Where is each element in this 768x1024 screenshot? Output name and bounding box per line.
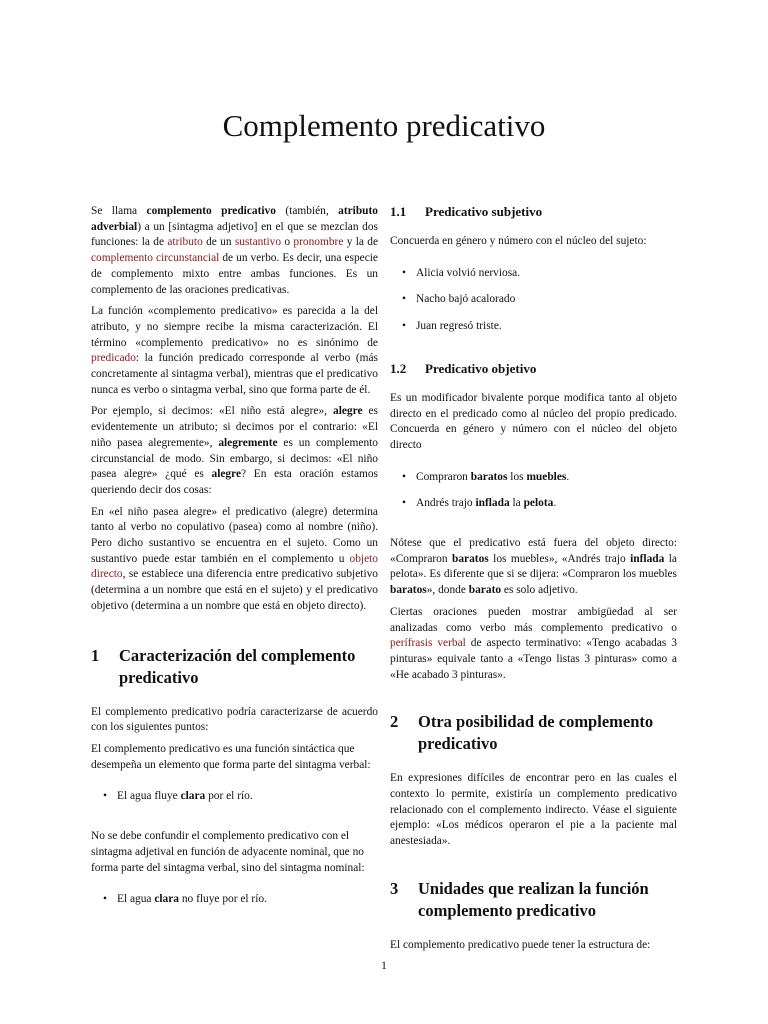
subjetivo-examples xyxy=(390,266,677,335)
subsection-title: Predicativo objetivo xyxy=(425,360,537,376)
subsection-title: Predicativo subjetivo xyxy=(425,204,543,219)
bold-term: muebles xyxy=(526,470,567,483)
bold-term: clara xyxy=(180,790,206,803)
bold-term: baratos xyxy=(470,470,508,483)
section-3-heading xyxy=(390,878,677,922)
section-number: 3 xyxy=(390,878,399,898)
definition-paragraph: La función «complemento predicativo» es parecida a la del atributo, y no siempre recibe la misma caracterización. El término «complemento predicativo» no es sinónimo de predicado: la función predicado corresponde al verbo (más concretamente al sintagma verbal), mientras que el predicativo nunca es verbo o sintagma verbal, sino que forma parte de él. xyxy=(91,305,378,396)
objetivo-paragraph: Es un modificador bivalente porque modifica tanto al objeto directo en el predicado como al núcleo del propio predicado. Concuerda en género y número con el núcleo del objeto directo xyxy=(390,391,677,451)
objetivo-examples xyxy=(390,470,677,512)
section-2-paragraph: En expresiones difíciles de encontrar pero en las cuales el contexto lo permite, existiría un complemento predicativo relacionado con el complemento indirecto. Véase el siguiente ejemplo: «Los médicos operaron el pie a la paciente mal anestesiada». xyxy=(390,772,677,848)
section-title: Unidades que realizan la función complemento predicativo xyxy=(418,878,649,920)
bold-term: inflada xyxy=(475,497,510,510)
section-title: Otra posibilidad de complemento predicativo xyxy=(418,712,654,754)
bold-term: baratos xyxy=(390,584,427,597)
section-number: 1 xyxy=(91,645,100,665)
term-link[interactable]: atributo xyxy=(167,236,203,249)
bold-term: baratos xyxy=(452,552,489,565)
term-link[interactable]: sustantivo xyxy=(234,236,282,249)
subject-object-paragraph: En «el niño pasea alegre» el predicativo (alegre) determina tanto al verbo no copulativo (pasea) como al nombre (niño). Pero dicho sustantivo se encuentra en el sujeto. Como un sustantivo puede estar también en el complemento u objeto directo, se establece una diferencia entre predicativo subjetivo (determina a un nombre que está en el sujeto) y el predicativo objetivo (determina a un nombre que está en objeto directo). xyxy=(91,505,378,612)
example-list-1 xyxy=(91,789,378,805)
section-1-intro: El complemento predicativo podría caracterizarse de acuerdo con los siguientes puntos: xyxy=(91,705,378,734)
note-paragraph: Nótese que el predicativo está fuera del objeto directo: «Compraron baratos los muebles», «Andrés trajo inflada la pelota». Es diferente que si se dijera: «Compraron los muebles baratos», donde barato es solo adjetivo. xyxy=(390,537,677,597)
list-item: • Compraron baratos los muebles. xyxy=(390,470,677,486)
list-item: • Alicia volvió nerviosa. xyxy=(390,266,677,282)
term-link[interactable]: objeto directo xyxy=(91,552,378,581)
list-item: • Andrés trajo inflada la pelota. xyxy=(390,496,677,512)
bold-term: barato xyxy=(468,584,502,597)
subsection-number: 1.2 xyxy=(390,360,407,376)
subsection-1-1-heading xyxy=(390,204,677,220)
term-link[interactable]: perífrasis verbal xyxy=(390,637,466,650)
list-item: • Nacho bajó acalorado xyxy=(390,292,677,308)
page-number: 1 xyxy=(381,960,387,972)
bold-term: inflada xyxy=(630,552,665,565)
section-number: 2 xyxy=(390,712,399,732)
subsection-1-2-heading xyxy=(390,361,677,377)
term-link[interactable]: pronombre xyxy=(293,236,344,249)
section-1-point: El complemento predicativo es una función sintáctica que desempeña un elemento que forma parte del sintagma verbal: xyxy=(91,742,371,771)
right-column xyxy=(390,204,677,960)
bold-term: alegremente xyxy=(218,436,278,449)
bold-term: atributo adverbial xyxy=(91,205,378,233)
term-link[interactable]: complemento circunstancial xyxy=(91,252,220,265)
bold-term: pelota xyxy=(523,497,554,510)
intro-paragraph: Se llama complemento predicativo (también, atributo adverbial) a un [sintagma adjetivo] en el que se mezclan dos funciones: la de atributo de un sustantivo o pronombre y la de complemento circunstancial de un verbo. Es decir, una especie de complemento mixto entre ambas funciones. Es un complemento de las oraciones predicativas. xyxy=(91,205,378,296)
bold-term: complemento predicativo xyxy=(146,205,276,217)
subsection-number: 1.1 xyxy=(390,204,407,219)
section-3-paragraph: El complemento predicativo puede tener la estructura de: xyxy=(390,938,651,951)
adyacente-paragraph: No se debe confundir el complemento predicativo con el sintagma adjetival en función de adyacente nominal, que no forma parte del sintagma verbal, sino del sintagma nominal: xyxy=(91,830,365,874)
list-item: • Juan regresó triste. xyxy=(390,319,677,335)
term-link[interactable]: predicado xyxy=(91,352,136,365)
example-list-2 xyxy=(91,892,378,908)
left-column xyxy=(91,204,378,919)
example-paragraph: Por ejemplo, si decimos: «El niño está alegre», alegre es evidentemente un atributo; si decimos por el contrario: «El niño pasea alegremente», alegremente es un complemento circunstancial de modo. Sin embargo, si decimos: «El niño pasea alegre» ¿qué es alegre? En esta oración estamos queriendo decir dos cosas: xyxy=(91,405,378,496)
list-item: • El agua clara no fluye por el río. xyxy=(91,892,378,908)
list-item: • El agua fluye clara por el río. xyxy=(91,789,378,805)
subjetivo-paragraph: Concuerda en género y número con el núcleo del sujeto: xyxy=(390,235,647,247)
bold-term: alegre xyxy=(333,405,363,418)
ambiguity-paragraph: Ciertas oraciones pueden mostrar ambigüedad al ser analizadas como verbo más complemento predicativo o perífrasis verbal de aspecto terminativo: «Tengo acabadas 3 pinturas» equivale tanto a «Tengo listas 3 pinturas» como a «He acabado 3 pinturas». xyxy=(390,605,677,681)
section-title: Caracterización del complemento predicativo xyxy=(119,645,356,687)
document-title: Complemento predicativo xyxy=(222,108,546,143)
section-2-heading xyxy=(390,711,677,755)
section-1-heading xyxy=(91,645,378,689)
bold-term: alegre xyxy=(211,468,242,481)
bold-term: clara xyxy=(154,893,179,906)
